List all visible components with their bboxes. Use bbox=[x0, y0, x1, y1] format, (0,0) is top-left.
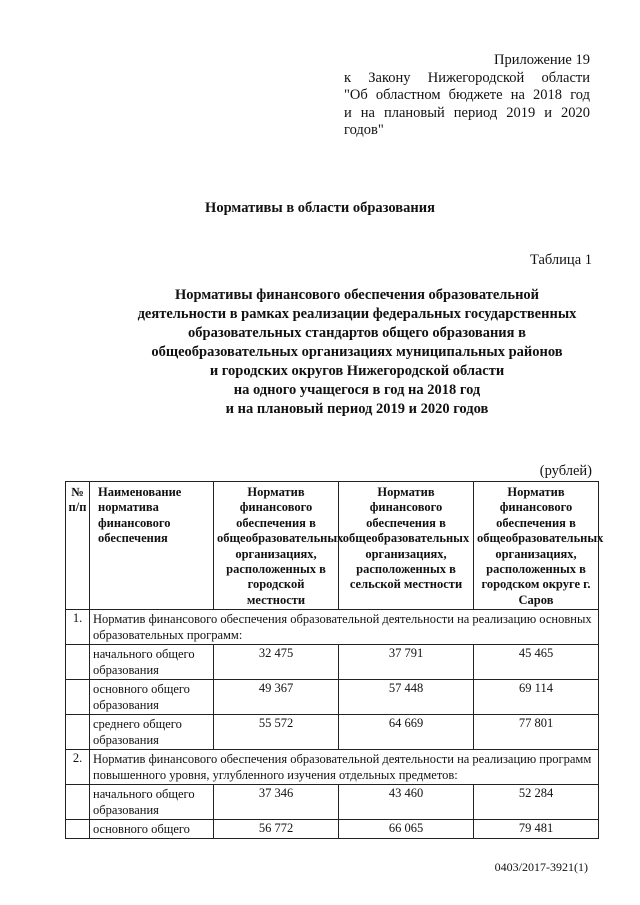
section-row bbox=[66, 750, 599, 785]
appendix-block bbox=[344, 52, 590, 140]
empty-cell bbox=[66, 715, 90, 750]
empty-cell bbox=[66, 820, 90, 839]
row-label: начального общего образования bbox=[90, 785, 214, 820]
table-title-line: Нормативы финансового обеспечения образовательной bbox=[174, 287, 540, 303]
appendix-line: годов" bbox=[344, 122, 384, 138]
appendix-line: и на плановый период 2019 и 2020 bbox=[344, 104, 590, 121]
table-header-row bbox=[66, 482, 599, 610]
table-title-line: на одного учащегося в год на 2018 год bbox=[233, 382, 481, 398]
table-number: Таблица 1 bbox=[529, 252, 592, 268]
value-urban: 32 475 bbox=[214, 645, 339, 680]
value-urban: 49 367 bbox=[214, 680, 339, 715]
row-label: основного общего образования bbox=[90, 680, 214, 715]
value-rural: 64 669 bbox=[339, 715, 474, 750]
normatives-table bbox=[65, 481, 604, 839]
table-row bbox=[66, 680, 599, 715]
table-title-line: и городских округов Нижегородской области bbox=[209, 363, 505, 379]
section-number: 1. bbox=[66, 610, 90, 645]
value-rural: 37 791 bbox=[339, 645, 474, 680]
value-rural: 66 065 bbox=[339, 820, 474, 839]
document-code: 0403/2017-3921(1) bbox=[494, 860, 588, 874]
value-sarov: 79 481 bbox=[474, 820, 599, 839]
header-urban: Норматив финансового обеспечения в общеобразовательных организациях, расположенных в городской местности bbox=[214, 482, 339, 610]
empty-cell bbox=[66, 680, 90, 715]
units-label: (рублей) bbox=[539, 463, 592, 479]
header-name: Наименование норматива финансового обеспечения bbox=[90, 482, 214, 610]
appendix-title: Приложение 19 bbox=[494, 52, 590, 68]
value-urban: 56 772 bbox=[214, 820, 339, 839]
table-title-line: и на плановый период 2019 и 2020 годов bbox=[225, 401, 489, 417]
section-title-cell: Норматив финансового обеспечения образовательной деятельности на реализацию основных образовательных программ: bbox=[90, 610, 599, 645]
value-urban: 37 346 bbox=[214, 785, 339, 820]
value-urban: 55 572 bbox=[214, 715, 339, 750]
table-row bbox=[66, 785, 599, 820]
header-number: № п/п bbox=[66, 482, 90, 610]
table-row bbox=[66, 645, 599, 680]
table-row bbox=[66, 820, 599, 839]
empty-cell bbox=[66, 645, 90, 680]
section-row bbox=[66, 610, 599, 645]
table-title bbox=[92, 286, 622, 419]
value-rural: 57 448 bbox=[339, 680, 474, 715]
section-title: Нормативы в области образования bbox=[205, 200, 435, 216]
header-sarov: Норматив финансового обеспечения в общеобразовательных организациях, расположенных в городском округе г. Саров bbox=[474, 482, 599, 610]
value-sarov: 77 801 bbox=[474, 715, 599, 750]
appendix-line: "Об областном бюджете на 2018 год bbox=[344, 87, 590, 103]
value-sarov: 45 465 bbox=[474, 645, 599, 680]
empty-cell bbox=[66, 785, 90, 820]
table-title-line: образовательных стандартов общего образования в bbox=[188, 325, 526, 341]
header-rural: Норматив финансового обеспечения в общеобразовательных организациях, расположенных в сельской местности bbox=[339, 482, 474, 610]
value-rural: 43 460 bbox=[339, 785, 474, 820]
appendix-line: к Закону Нижегородской области bbox=[344, 69, 590, 86]
table-title-line: деятельности в рамках реализации федеральных государственных bbox=[137, 306, 577, 322]
row-label: основного общего bbox=[90, 820, 214, 839]
table-row bbox=[66, 715, 599, 750]
section-title-cell: Норматив финансового обеспечения образовательной деятельности на реализацию программ повышенного уровня, углубленного изучения отдельных предметов: bbox=[90, 750, 599, 785]
table-title-line: общеобразовательных организациях муниципальных районов bbox=[151, 344, 563, 360]
section-number: 2. bbox=[66, 750, 90, 785]
row-label: среднего общего образования bbox=[90, 715, 214, 750]
row-label: начального общего образования bbox=[90, 645, 214, 680]
value-sarov: 52 284 bbox=[474, 785, 599, 820]
value-sarov: 69 114 bbox=[474, 680, 599, 715]
